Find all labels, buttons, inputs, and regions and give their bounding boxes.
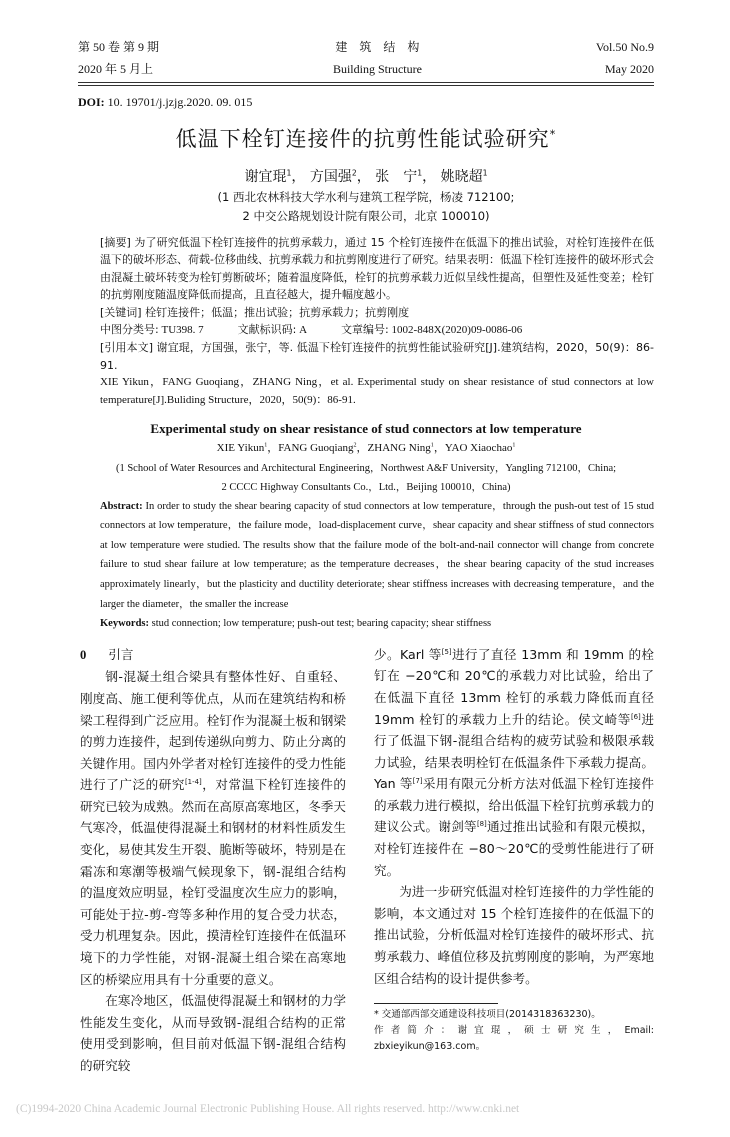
author-name-en: ZHANG Ning	[367, 442, 431, 455]
author-name: 张 宁	[375, 169, 418, 185]
article-no-value: 1002-848X(2020)09-0086-06	[388, 324, 523, 337]
citation-ref: [8]	[476, 820, 487, 829]
english-title: Experimental study on shear resistance of stud connectors at low temperature	[150, 421, 582, 437]
keywords-label: [关键词]	[100, 305, 142, 319]
keywords-en-text: stud connection; low temperature; push-out test; bearing capacity; shear stiffness	[149, 618, 492, 630]
body-paragraph	[80, 990, 346, 1076]
section-title: 引言	[108, 646, 134, 662]
keywords-en-label: Keywords:	[100, 618, 149, 630]
left-paragraphs	[80, 666, 346, 1076]
date-en: May 2020	[604, 62, 654, 76]
author-affil-mark: 1	[482, 168, 488, 178]
clc-value: TU398. 7	[158, 324, 204, 337]
citation-ref: [6]	[630, 712, 641, 721]
doi	[78, 95, 654, 110]
body-paragraph	[80, 666, 346, 990]
cite-en: XIE Yikun，FANG Guoqiang，ZHANG Ning，et al. Experimental study on shear resistance of stud connectors at low temperature[J].Buliding Structure，2020，50(9)：86-91.	[100, 376, 654, 406]
affiliation-cn-2: 2 中交公路规划设计院有限公司，北京 100010)	[242, 209, 490, 223]
paragraph-text: ，对常温下栓钉连接件的研究已较为成熟。然而在高原高寒地区，冬季天气寒冷，低温使得混凝土和钢材的材料性质发生变化，易使其发生开裂、脆断等破坏，特别是在霜冻和寒潮等极端气候现象下，钢-混组合结构的温度效应明显，栓钉受温度次生应力的影响，可能处于拉-剪-弯等多种作用的复合受力状态，受力机理复杂。因此，摸清栓钉连接件在低温环境下的力学性能，对钢-混凝土组合梁在高寒地区的桥梁应用具有十分重要的意义。	[80, 777, 347, 987]
citation-ref: [5]	[441, 647, 452, 656]
author-name-en: FANG Guoqiang	[278, 442, 354, 455]
body-right-column	[374, 644, 654, 1077]
title-footnote-mark: *	[549, 127, 557, 141]
copyright-watermark: (C)1994-2020 China Academic Journal Electronic Publishing House. All rights reserved. http://www.cnki.net	[16, 1102, 520, 1115]
paragraph-text: 通过推出试验和有限元模拟，对栓钉连接件在 −80～20℃的受剪性能进行了研究。	[374, 819, 655, 878]
abstract-label: [摘要]	[100, 236, 131, 249]
abstract-text: 为了研究低温下栓钉连接件的抗剪承载力，通过 15 个栓钉连接件在低温下的推出试验，对栓钉连接件在低温下的破坏形态、荷载-位移曲线、抗剪承载力和抗剪刚度进行了研究。结果表明：低温下栓钉连接件的破坏形式会由混凝土破坏转变为栓钉剪断破坏；随着温度降低，栓钉的抗剪承载力近似呈线性提高，但塑性及延性变差；栓钉的抗剪刚度随温度降低而提高，且直径越大，提升幅度越小。	[100, 236, 654, 302]
paragraph-text: 进行了低温下钢-混组合结构的疲劳试验和极限承载力试验，结果表明栓钉在低温条件下承载力提高。Yan 等	[374, 711, 654, 792]
volume-issue-cn	[78, 36, 159, 80]
footnote-funding: * 交通部西部交通建设科技项目(2014318363230)。	[374, 1009, 601, 1021]
section-number: 0	[80, 647, 87, 662]
citation-ref: [1-4]	[184, 778, 202, 787]
footnote-author-bio: 作者简介：谢宜琨，硕士研究生，Email: zbxieyikun@163.com。	[374, 1025, 654, 1053]
author-affil-mark: 1	[512, 442, 516, 449]
abstract-cn	[100, 234, 654, 409]
abstract-en	[100, 497, 654, 634]
paragraph-text: 钢-混凝土组合梁具有整体性好、自重轻、刚度高、施工便利等优点，从而在建筑结构和桥梁工程得到广泛应用。栓钉作为混凝土板和钢梁的剪力连接件，起到传递纵向剪力、防止分离的关键作用。国内外学者对栓钉连接件的受力性能进行了广泛的研究	[80, 669, 346, 793]
cite-label: [引用本文]	[100, 341, 154, 355]
doi-value: 10. 19701/j.jzjg.2020. 09. 015	[104, 95, 253, 109]
abstract-en-text: In order to study the shear bearing capacity of stud connectors at low temperature，through the push-out test of 15 stud connectors at low temperature，the failure mode，load-displacement curve，shear capacity and shear stiffness of stud connectors at low temperature were studied. The results show that the failure mode of the bolt-and-nail connector will change from concrete failure to stud shear failure at low temperature; as the temperature decreases，the shear bearing capacity of the stud increases approximately linearly，but the plasticity and ductility deteriorate; shear stiffness increases with decreasing temperature，and the larger the diameter，the smaller the increase	[100, 500, 654, 610]
paragraph-text: 在寒冷地区，低温使得混凝土和钢材的力学性能发生变化，从而导致钢-混组合结构的正常使用受到影响，但目前对低温下钢-混组合结构的研究较	[80, 993, 346, 1073]
body-columns	[78, 644, 654, 1077]
author-name-en: XIE Yikun	[216, 442, 265, 455]
author-name: 姚晓超	[440, 169, 483, 185]
citation-ref: [7]	[412, 777, 423, 786]
affiliation-en-2: 2 CCCC Highway Consultants Co.，Ltd.，Beijing 100010，China)	[221, 481, 511, 493]
clc-label: 中图分类号:	[100, 323, 159, 337]
affiliation-en-1: (1 School of Water Resources and Architectural Engineering，Northwest A&F University，Yangling 712100，China;	[115, 462, 617, 474]
volume-cn: 第 50 卷 第 9 期	[78, 40, 160, 54]
body-left-column	[80, 644, 346, 1077]
article-no-label: 文章编号:	[341, 323, 389, 337]
affiliation-cn-1: (1 西北农林科技大学水利与建筑工程学院，杨凌 712100;	[217, 190, 515, 204]
body-paragraph	[374, 644, 654, 882]
author-affil-mark: 1	[286, 168, 292, 178]
paragraph-text: 进行了直径 13mm 和 19mm 的栓钉在 −20℃和 20℃的承载力对比试验，给出了在低温下直径 13mm 栓钉的承载力降低而直径 19mm 栓钉的承载力上升的结论。侯文崎等	[374, 646, 655, 727]
author-affil-mark: 1	[417, 168, 423, 178]
volume-issue-en	[596, 36, 654, 80]
journal-name	[333, 36, 422, 80]
header-rule	[78, 82, 654, 83]
title-text: 低温下栓钉连接件的抗剪性能试验研究	[175, 127, 550, 151]
author-name: 谢宜琨	[244, 169, 287, 185]
page-title	[78, 124, 654, 154]
running-header	[78, 36, 654, 80]
volume-en: Vol.50 No.9	[595, 40, 654, 54]
author-name: 方国强	[309, 169, 352, 185]
body-paragraph	[374, 881, 654, 989]
section-heading	[80, 644, 346, 667]
doc-code-label: 文献标识码:	[237, 323, 297, 337]
paragraph-text: 为进一步研究低温对栓钉连接件的力学性能的影响，本文通过对 15 个栓钉连接件的在低温下的推出试验，分析低温对栓钉连接件的破坏形式、抗剪承载力、峰值位移及抗剪刚度的影响，为严寒地区组合结构的设计提供参考。	[374, 884, 654, 986]
footnote-rule	[374, 1003, 498, 1004]
paragraph-text: 少。Karl 等	[374, 646, 442, 662]
keywords-text: 栓钉连接件；低温；推出试验；抗剪承载力；抗剪刚度	[141, 305, 410, 319]
doi-label: DOI:	[78, 95, 105, 109]
authors-cn: 谢宜琨$^1$， 方国强$^2$， 张 宁$^1$， 姚晓超$^1$	[244, 168, 488, 185]
date-cn: 2020 年 5 月上	[78, 62, 154, 76]
abstract-en-label: Abstract:	[100, 500, 143, 512]
footnotes	[374, 1007, 654, 1055]
author-affil-mark: 1	[430, 442, 434, 449]
header-rule-thin	[78, 85, 654, 86]
right-paragraphs	[374, 644, 654, 990]
author-affil-mark: 1	[264, 442, 268, 449]
doc-code-value: A	[296, 324, 308, 337]
cite-cn: 谢宜琨，方国强，张宁，等. 低温下栓钉连接件的抗剪性能试验研究[J].建筑结构，2020，50(9)：86-91.	[100, 341, 654, 372]
author-name-en: YAO Xiaochao	[444, 442, 513, 455]
author-affil-mark: 2	[353, 442, 357, 449]
authors-en: XIE Yikun$^1$，FANG Guoqiang$^2$，ZHANG Ning$^1$，YAO Xiaochao$^1$	[216, 442, 516, 455]
author-affil-mark: 2	[351, 168, 357, 178]
journal-name-cn: 建 筑 结 构	[335, 40, 420, 54]
journal-name-en: Building Structure	[332, 62, 422, 76]
paragraph-text: 采用有限元分析方法对低温下栓钉连接件的承载力进行模拟，给出低温下栓钉抗剪承载力的建议公式。谢剑等	[374, 776, 654, 835]
